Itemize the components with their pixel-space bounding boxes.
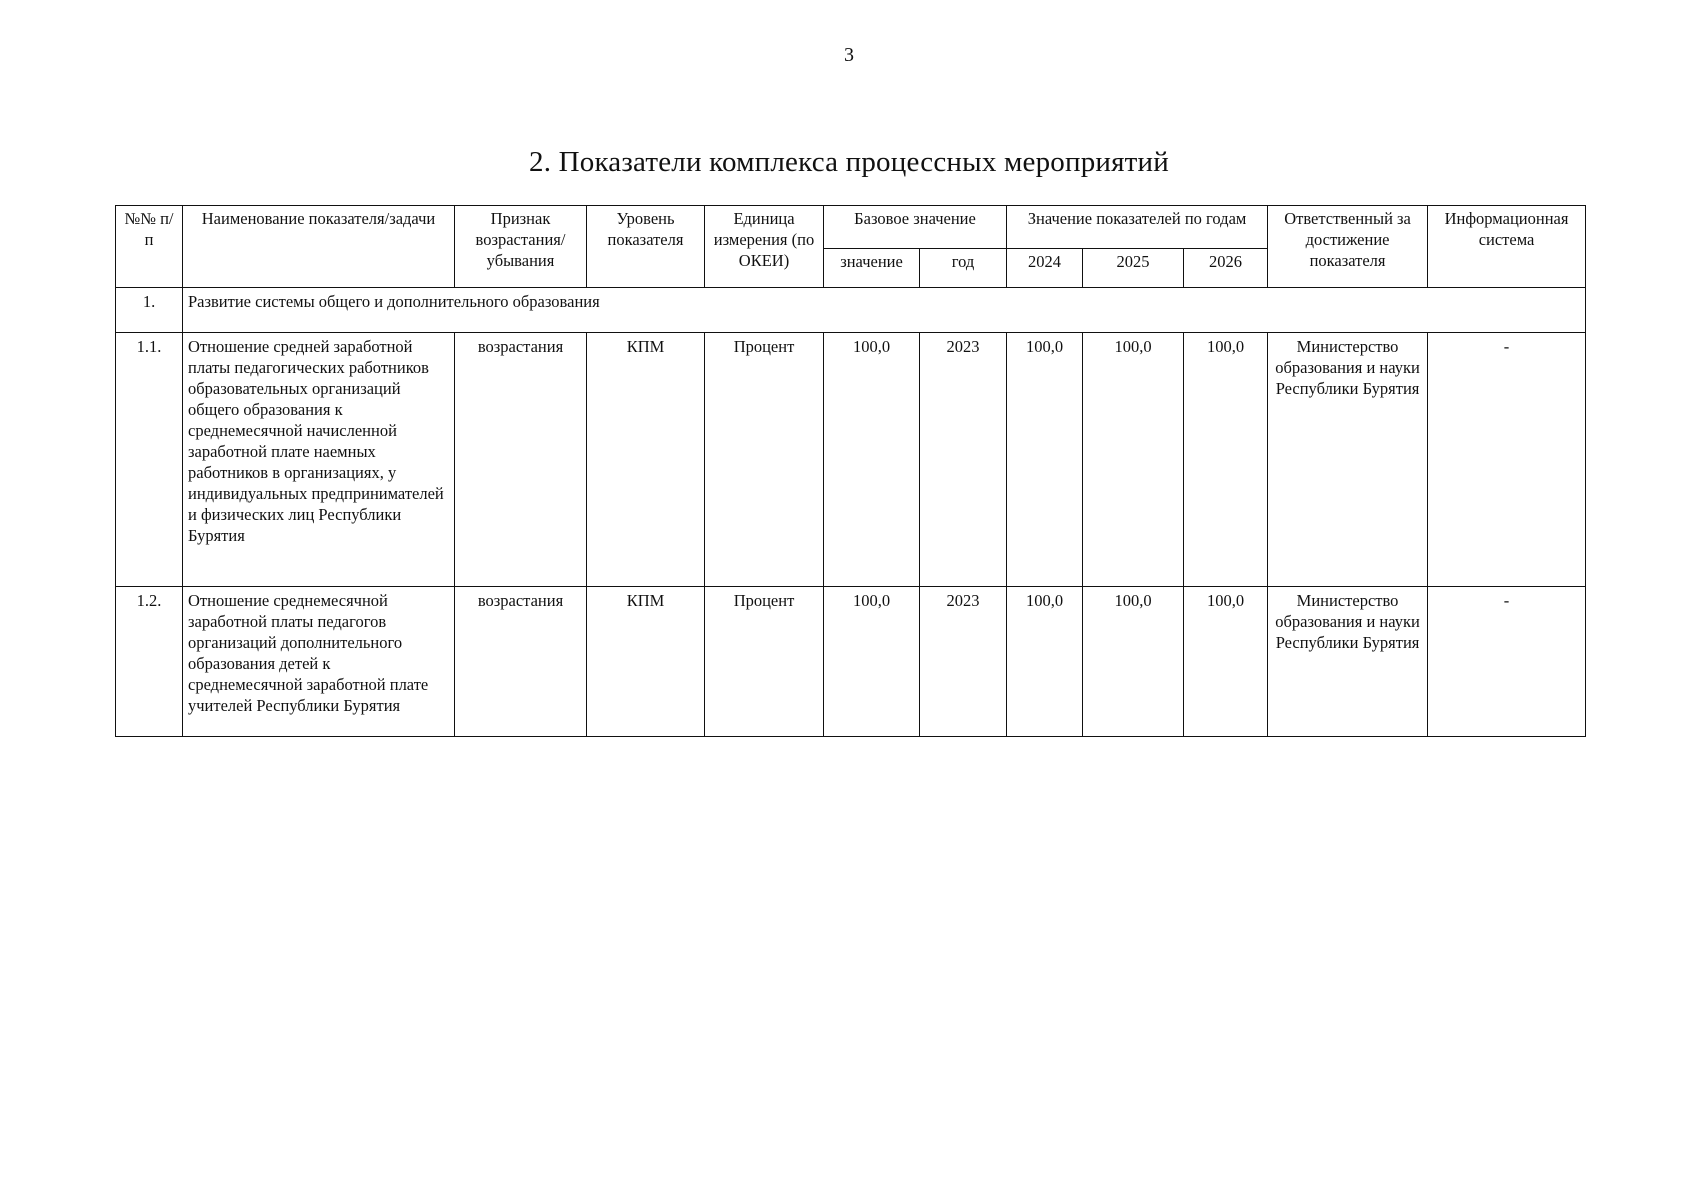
- header-name: Наименование показателя/задачи: [183, 206, 455, 288]
- row-level: КПМ: [587, 333, 705, 587]
- header-info-system: Информационная система: [1428, 206, 1586, 288]
- section-row: [116, 288, 1586, 333]
- section-title-cell: Развитие системы общего и дополнительного образования: [183, 288, 1586, 333]
- section-num: 1.: [116, 288, 183, 333]
- header-unit: Единица измерения (по ОКЕИ): [705, 206, 824, 288]
- header-year-2025: 2025: [1083, 249, 1184, 288]
- row-num: 1.1.: [116, 333, 183, 587]
- page-number: 3: [844, 44, 854, 66]
- row-info-system: -: [1428, 333, 1586, 587]
- header-num: №№ п/п: [116, 206, 183, 288]
- header-trend: Признак возрастания/ убывания: [455, 206, 587, 288]
- table-row: [116, 587, 1586, 737]
- section-title: 2. Показатели комплекса процессных мероприятий: [529, 146, 1169, 178]
- row-responsible: Министерство образования и науки Республики Бурятия: [1268, 587, 1428, 737]
- header-row: [116, 206, 1586, 249]
- table-row: [116, 333, 1586, 587]
- header-year-2024: 2024: [1007, 249, 1083, 288]
- row-value-2024: 100,0: [1007, 587, 1083, 737]
- header-base-year: год: [920, 249, 1007, 288]
- row-trend: возрастания: [455, 587, 587, 737]
- row-num: 1.2.: [116, 587, 183, 737]
- row-value-2025: 100,0: [1083, 333, 1184, 587]
- row-unit: Процент: [705, 587, 824, 737]
- row-value-2026: 100,0: [1184, 333, 1268, 587]
- row-base-year: 2023: [920, 333, 1007, 587]
- row-base-value: 100,0: [824, 587, 920, 737]
- row-indicator-name: Отношение среднемесячной заработной платы педагогов организаций дополнительного образования детей к среднемесячной заработной плате учителей Республики Бурятия: [183, 587, 455, 737]
- indicators-table: [115, 205, 1586, 737]
- row-trend: возрастания: [455, 333, 587, 587]
- row-level: КПМ: [587, 587, 705, 737]
- header-year-2026: 2026: [1184, 249, 1268, 288]
- header-responsible: Ответственный за достижение показателя: [1268, 206, 1428, 288]
- header-base-group: Базовое значение: [824, 206, 1007, 249]
- row-base-year: 2023: [920, 587, 1007, 737]
- row-value-2025: 100,0: [1083, 587, 1184, 737]
- row-responsible: Министерство образования и науки Республики Бурятия: [1268, 333, 1428, 587]
- row-base-value: 100,0: [824, 333, 920, 587]
- header-base-value: значение: [824, 249, 920, 288]
- row-unit: Процент: [705, 333, 824, 587]
- row-value-2024: 100,0: [1007, 333, 1083, 587]
- row-info-system: -: [1428, 587, 1586, 737]
- header-level: Уровень показателя: [587, 206, 705, 288]
- header-years-group: Значение показателей по годам: [1007, 206, 1268, 249]
- row-value-2026: 100,0: [1184, 587, 1268, 737]
- row-indicator-name: Отношение средней заработной платы педагогических работников образовательных организаций общего образования к среднемесячной начисленной заработной плате наемных работников в организациях, у индивидуальных предпринимателей и физических лиц Республики Бурятия: [183, 333, 455, 587]
